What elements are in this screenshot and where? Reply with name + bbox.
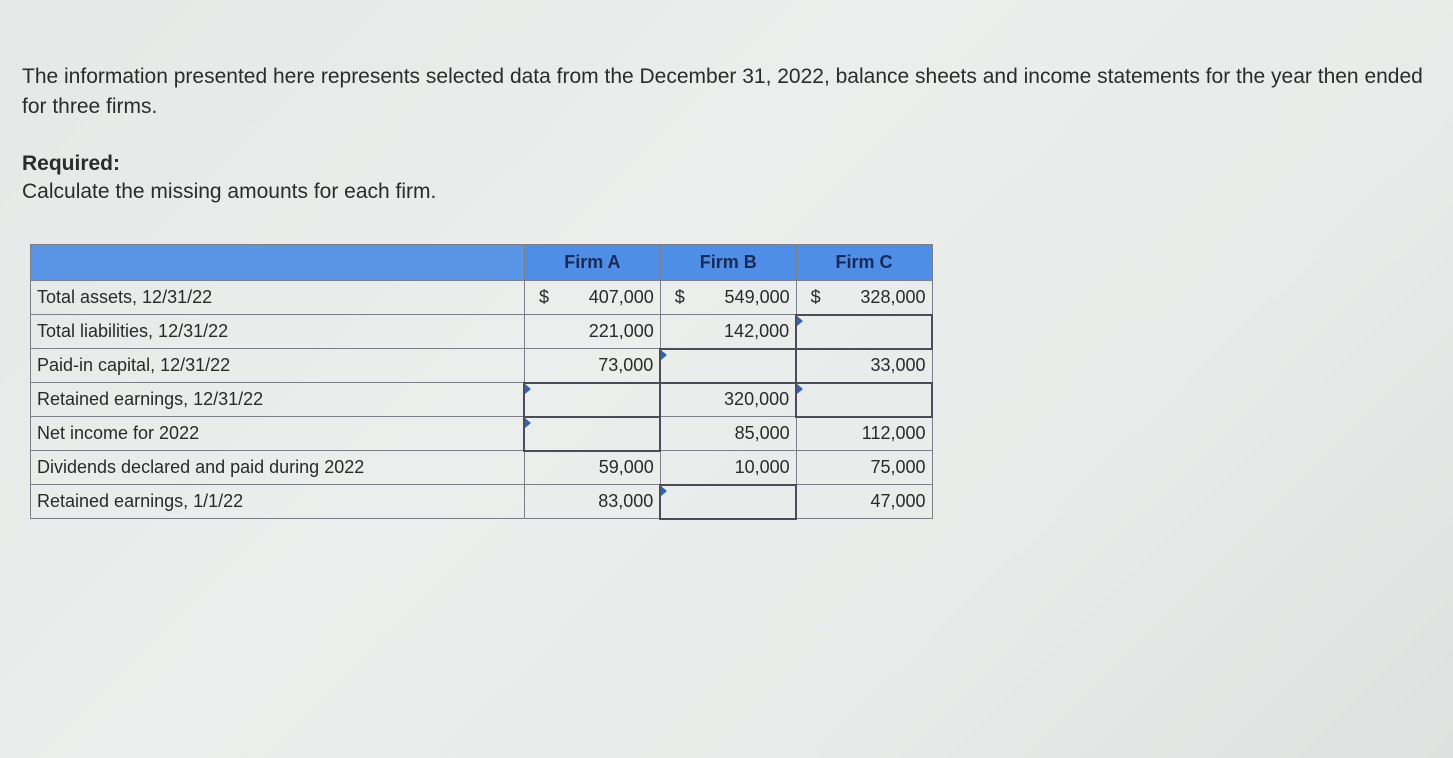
firm-c-dividends: 75,000 [796, 451, 932, 485]
firm-a-total-liabilities: 221,000 [524, 315, 660, 349]
required-text: Calculate the missing amounts for each firm. [22, 180, 437, 203]
firm-b-net-income: 85,000 [660, 417, 796, 451]
cell-value [661, 350, 789, 382]
table-row [31, 315, 933, 349]
intro-text: The information presented here represents selected data from the December 31, 2022, balance sheets and income statements for the year then ended for three firms. [22, 65, 1423, 118]
cell-value: 328,000 [860, 286, 926, 307]
firm-c-retained-earnings-begin: 47,000 [796, 485, 932, 519]
table-row [31, 451, 933, 485]
firm-c-retained-earnings-end-input[interactable] [796, 383, 932, 417]
cell-value: 549,000 [724, 287, 790, 307]
firm-b-total-assets [660, 281, 796, 315]
input-flag-icon [661, 486, 667, 496]
row-label: Dividends declared and paid during 2022 [31, 451, 525, 485]
cell-value: 407,000 [588, 287, 654, 307]
firm-a-total-assets [524, 281, 660, 315]
input-flag-icon [661, 350, 667, 360]
row-label: Retained earnings, 1/1/22 [31, 485, 525, 519]
input-flag-icon [797, 384, 803, 394]
firm-a-dividends: 59,000 [524, 451, 660, 485]
firm-c-net-income: 112,000 [796, 417, 932, 451]
firm-a-retained-earnings-end-input[interactable] [524, 383, 660, 417]
required-heading: Required: [22, 152, 121, 175]
cell-value [525, 384, 653, 416]
input-flag-icon [797, 316, 803, 326]
firm-c-paid-in-capital: 33,000 [796, 349, 932, 383]
currency-symbol: $ [674, 287, 685, 307]
table-row [31, 383, 933, 417]
header-firm-a: Firm A [524, 245, 660, 281]
row-label: Paid-in capital, 12/31/22 [31, 349, 525, 383]
row-label: Total assets, 12/31/22 [31, 281, 525, 315]
row-label: Retained earnings, 12/31/22 [31, 383, 525, 417]
firm-a-paid-in-capital: 73,000 [524, 349, 660, 383]
currency-symbol: $ [538, 287, 549, 307]
firm-b-dividends: 10,000 [660, 451, 796, 485]
cell-value [525, 418, 653, 450]
header-blank-cell [31, 245, 525, 281]
input-flag-icon [525, 384, 531, 394]
cell-value [797, 384, 925, 416]
header-firm-b: Firm B [660, 245, 796, 281]
firm-b-paid-in-capital-input[interactable] [660, 349, 796, 383]
table-row [31, 349, 933, 383]
cell-value [797, 316, 925, 348]
table-row [31, 485, 933, 519]
firm-b-retained-earnings-begin-input[interactable] [660, 485, 796, 519]
table-row [31, 417, 933, 451]
table-header-row [31, 245, 933, 281]
firm-c-total-assets [796, 281, 932, 315]
header-firm-c: Firm C [796, 245, 932, 281]
firm-a-retained-earnings-begin: 83,000 [524, 485, 660, 519]
currency-symbol: $ [810, 286, 821, 307]
table-row [31, 281, 933, 315]
firms-data-table [30, 244, 933, 520]
firm-c-total-liabilities-input[interactable] [796, 315, 932, 349]
row-label: Net income for 2022 [31, 417, 525, 451]
firm-b-retained-earnings-end: 320,000 [660, 383, 796, 417]
firm-b-total-liabilities: 142,000 [660, 315, 796, 349]
input-flag-icon [525, 418, 531, 428]
cell-value [661, 486, 789, 518]
firm-a-net-income-input[interactable] [524, 417, 660, 451]
row-label: Total liabilities, 12/31/22 [31, 315, 525, 349]
